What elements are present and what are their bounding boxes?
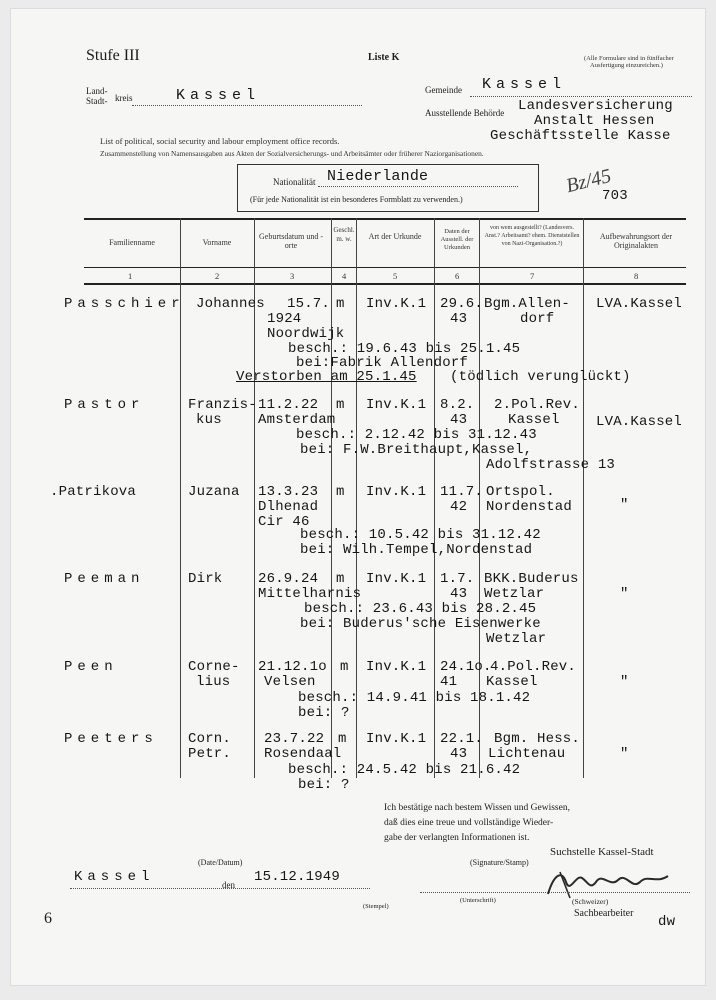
entry-birth-date: 26.9.24: [258, 571, 319, 587]
entry-issuer-line-2: Kassel: [508, 412, 560, 428]
kreis-label: kreis: [115, 93, 133, 103]
entry-document-type: Inv.K.1: [366, 296, 427, 312]
entry-birth-place: Amsterdam: [258, 412, 336, 428]
entry-birth-place: Rosendaal: [264, 746, 342, 762]
entry-birth-date: 11.2.22: [258, 397, 319, 413]
entry-birth-date: 21.12.1o: [258, 659, 327, 675]
entry-employer-address: Adolfstrasse 13: [486, 457, 616, 473]
gemeinde-value: Kassel: [482, 76, 567, 93]
entry-issuer: Bgm.Allen-: [484, 296, 571, 312]
entry-employment: besch.: 10.5.42 bis 31.12.42: [300, 527, 541, 543]
kreis-value: Kassel: [176, 87, 261, 104]
entry-surname: Peeters: [64, 731, 158, 747]
table-number-rule: [84, 283, 686, 285]
entry-storage-ditto: ": [620, 746, 629, 762]
handwritten-signature: [540, 864, 680, 904]
nationality-value: Niederlande: [327, 168, 429, 185]
handwritten-code: Bz/45: [563, 164, 614, 198]
entry-issue-date: 29.6.: [440, 296, 484, 312]
entry-given-name: Corne-: [188, 659, 240, 675]
entry-birth-date: 23.7.22: [264, 731, 325, 747]
entry-issue-year: 43: [450, 311, 468, 327]
entry-storage: LVA.Kassel: [596, 296, 683, 312]
entry-sex: m: [336, 397, 345, 413]
entry-storage: LVA.Kassel: [596, 414, 683, 430]
entry-employer: bei: F.W.Breithaupt,Kassel,: [300, 442, 533, 458]
sachbearbeiter-label: Sachbearbeiter: [574, 908, 634, 919]
entry-death-cause: (tödlich verunglückt): [450, 369, 631, 385]
entry-issue-year: 41: [440, 674, 458, 690]
signature-dotted-line: [420, 892, 690, 893]
column-header-aussteller: von wem ausgestellt? (Landesvers. Anst.? Arbeitsamt? ehem. Dienststellen von Nazi-Organisation.?): [484, 225, 580, 247]
entry-surname: Passchier: [64, 296, 185, 312]
gemeinde-dotted-line: [470, 96, 692, 97]
entry-issue-year: 43: [450, 412, 468, 428]
nationality-dotted-line: [318, 186, 518, 187]
entry-issue-date: 8.2.: [440, 397, 475, 413]
entry-document-type: Inv.K.1: [366, 397, 427, 413]
schweizer-label: (Schweizer): [572, 897, 609, 906]
column-header-aufbewahrung: Aufbewahrungsort der Originalakten: [599, 232, 673, 250]
entry-sex: m: [336, 484, 345, 500]
header-note-line-1: (Alle Formulare sind in fünffacher: [584, 55, 674, 62]
entry-issuer-line-2: Kassel: [486, 674, 538, 690]
column-number-7: 7: [530, 271, 535, 281]
gemeinde-label: Gemeinde: [425, 85, 462, 95]
entry-birth-place-line-2: Cir 46: [258, 514, 310, 530]
entry-issuer-line-2: Lichtenau: [488, 746, 566, 762]
entry-surname: Pastor: [64, 397, 145, 413]
column-number-5: 5: [393, 271, 398, 281]
entry-employment: besch.: 14.9.41 bis 18.1.42: [298, 690, 531, 706]
footer-place: Kassel: [74, 869, 155, 885]
column-number-6: 6: [455, 271, 460, 281]
column-number-3: 3: [290, 271, 295, 281]
entry-employer: bei:Fabrik Allendorf: [296, 355, 469, 371]
entry-given-name: Johannes: [196, 296, 265, 312]
header-note-line-2: Ausfertigung einzureichen.): [590, 62, 663, 69]
date-dotted-line: [70, 888, 370, 889]
behoerde-line-3: Geschäftsstelle Kasse: [490, 128, 671, 144]
entry-employment: besch.: 23.6.43 bis 28.2.45: [304, 601, 537, 617]
table-top-rule: [84, 218, 686, 220]
entry-issue-year: 42: [450, 499, 468, 515]
entry-given-name-line-2: kus: [196, 412, 222, 428]
entry-document-type: Inv.K.1: [366, 484, 427, 500]
entry-given-name-line-2: lius: [196, 674, 231, 690]
entry-surname: .Patrikova: [50, 484, 137, 500]
behoerde-line-1: Landesversicherung: [518, 98, 673, 114]
entry-birth-date: 15.7.: [287, 296, 331, 312]
initials: dw: [658, 914, 676, 930]
entry-surname: Peeman: [64, 571, 145, 587]
kreis-dotted-line: [132, 105, 362, 106]
entry-birth-place: Dlhenad: [258, 499, 319, 515]
column-divider-7: [583, 218, 584, 778]
nationality-note: (Für jede Nationalität ist ein besonderes Formblatt zu verwenden.): [250, 195, 463, 204]
entry-issuer: Ortspol.: [486, 484, 555, 500]
column-header-vorname: Vorname: [202, 238, 232, 247]
entry-employment: besch.: 2.12.42 bis 31.12.43: [296, 427, 537, 443]
entry-issue-year: 43: [450, 746, 468, 762]
entry-storage-ditto: ": [620, 586, 629, 602]
entry-employer-city: Wetzlar: [486, 631, 547, 647]
entry-employer: bei: Wilh.Tempel,Nordenstad: [300, 542, 533, 558]
entry-given-name-line-2: Petr.: [188, 746, 232, 762]
entry-given-name: Dirk: [188, 571, 223, 587]
confirmation-line-3: gabe der verlangten Informationen ist.: [384, 833, 530, 843]
entry-employment: besch.: 24.5.42 bis 21.6.42: [288, 762, 521, 778]
entry-surname: Peen: [64, 659, 118, 675]
entry-birth-year: 1924: [267, 311, 302, 327]
kreis-prefix-land: Land-: [86, 86, 108, 96]
entry-birth-date: 13.3.23: [258, 484, 319, 500]
entry-issuer: Bgm. Hess.: [494, 731, 581, 747]
entry-issuer-line-2: dorf: [520, 311, 555, 327]
entry-issuer-line-2: Wetzlar: [484, 586, 545, 602]
entry-sex: m: [336, 296, 345, 312]
entry-given-name: Juzana: [188, 484, 240, 500]
entry-storage-ditto: ": [620, 497, 629, 513]
column-number-1: 1: [128, 271, 133, 281]
signature-label: (Signature/Stamp): [470, 858, 529, 867]
unterschrift-label: (Unterschrift): [460, 897, 496, 904]
nationality-label: Nationalität: [273, 177, 316, 187]
column-number-8: 8: [634, 271, 639, 281]
entry-employer: bei: ?: [298, 705, 350, 721]
entry-sex: m: [336, 571, 345, 587]
entry-given-name: Franzis-: [188, 397, 257, 413]
description-german: Zusammenstellung von Namensausgaben aus Akten der Sozialversicherungs- und Arbeitsämter oder früherer Naziorganisationen.: [100, 149, 484, 158]
liste-label: Liste K: [368, 52, 400, 63]
entry-birth-place: Velsen: [264, 674, 316, 690]
stufe-label: Stufe III: [86, 47, 140, 64]
entry-issue-date: 1.7.: [440, 571, 475, 587]
entry-birth-place: Mittelharnis: [258, 586, 362, 602]
column-header-art: Art der Urkunde: [368, 232, 422, 241]
column-header-familienname: Familienname: [109, 238, 155, 247]
footer-den: den: [222, 880, 235, 890]
confirmation-line-2: daß dies eine treue und vollständige Wieder-: [384, 818, 554, 828]
behoerde-line-2: Anstalt Hessen: [534, 113, 655, 129]
confirmation-line-1: Ich bestätige nach bestem Wissen und Gewissen,: [384, 803, 570, 813]
entry-sex: m: [338, 731, 347, 747]
entry-issue-date: 22.1.: [440, 731, 484, 747]
entry-death-note: Verstorben am 25.1.45: [236, 369, 417, 385]
column-header-geburt: Geburtsdatum und -orte: [259, 232, 323, 250]
entry-employer: bei: ?: [298, 777, 350, 793]
behoerde-label: Ausstellende Behörde: [425, 108, 505, 118]
column-number-2: 2: [215, 271, 220, 281]
entry-issue-date: 11.7.: [440, 484, 484, 500]
page-number: 6: [44, 910, 52, 927]
entry-issuer-line-2: Nordenstad: [486, 499, 573, 515]
stempel-label: (Stempel): [363, 903, 389, 910]
column-header-geschlecht: Geschl. m. w.: [333, 226, 355, 243]
footer-date: 15.12.1949: [254, 869, 341, 885]
entry-given-name: Corn.: [188, 731, 232, 747]
entry-issuer: BKK.Buderus: [484, 571, 579, 587]
column-header-daten: Daten der Ausstell. der Urkunden: [440, 228, 474, 251]
kreis-prefix-stadt: Stadt-: [86, 96, 108, 106]
entry-issue-date: 24.1o.: [440, 659, 492, 675]
entry-document-type: Inv.K.1: [366, 571, 427, 587]
document-number: 703: [602, 188, 628, 204]
entry-employment: besch.: 19.6.43 bis 25.1.45: [288, 341, 521, 357]
entry-issuer: 4.Pol.Rev.: [490, 659, 577, 675]
date-label: (Date/Datum): [198, 858, 243, 867]
entry-birth-place: Noordwijk: [267, 326, 345, 342]
stamp-office: Suchstelle Kassel-Stadt: [550, 846, 654, 858]
entry-storage-ditto: ": [620, 674, 629, 690]
entry-employer: bei: Buderus'sche Eisenwerke: [300, 616, 541, 632]
entry-issue-year: 43: [450, 586, 468, 602]
entry-sex: m: [340, 659, 349, 675]
entry-document-type: Inv.K.1: [366, 731, 427, 747]
table-header-rule: [84, 267, 686, 268]
column-number-4: 4: [342, 271, 347, 281]
description-english: List of political, social security and labour employment office records.: [100, 136, 340, 146]
entry-document-type: Inv.K.1: [366, 659, 427, 675]
entry-issuer: 2.Pol.Rev.: [494, 397, 581, 413]
